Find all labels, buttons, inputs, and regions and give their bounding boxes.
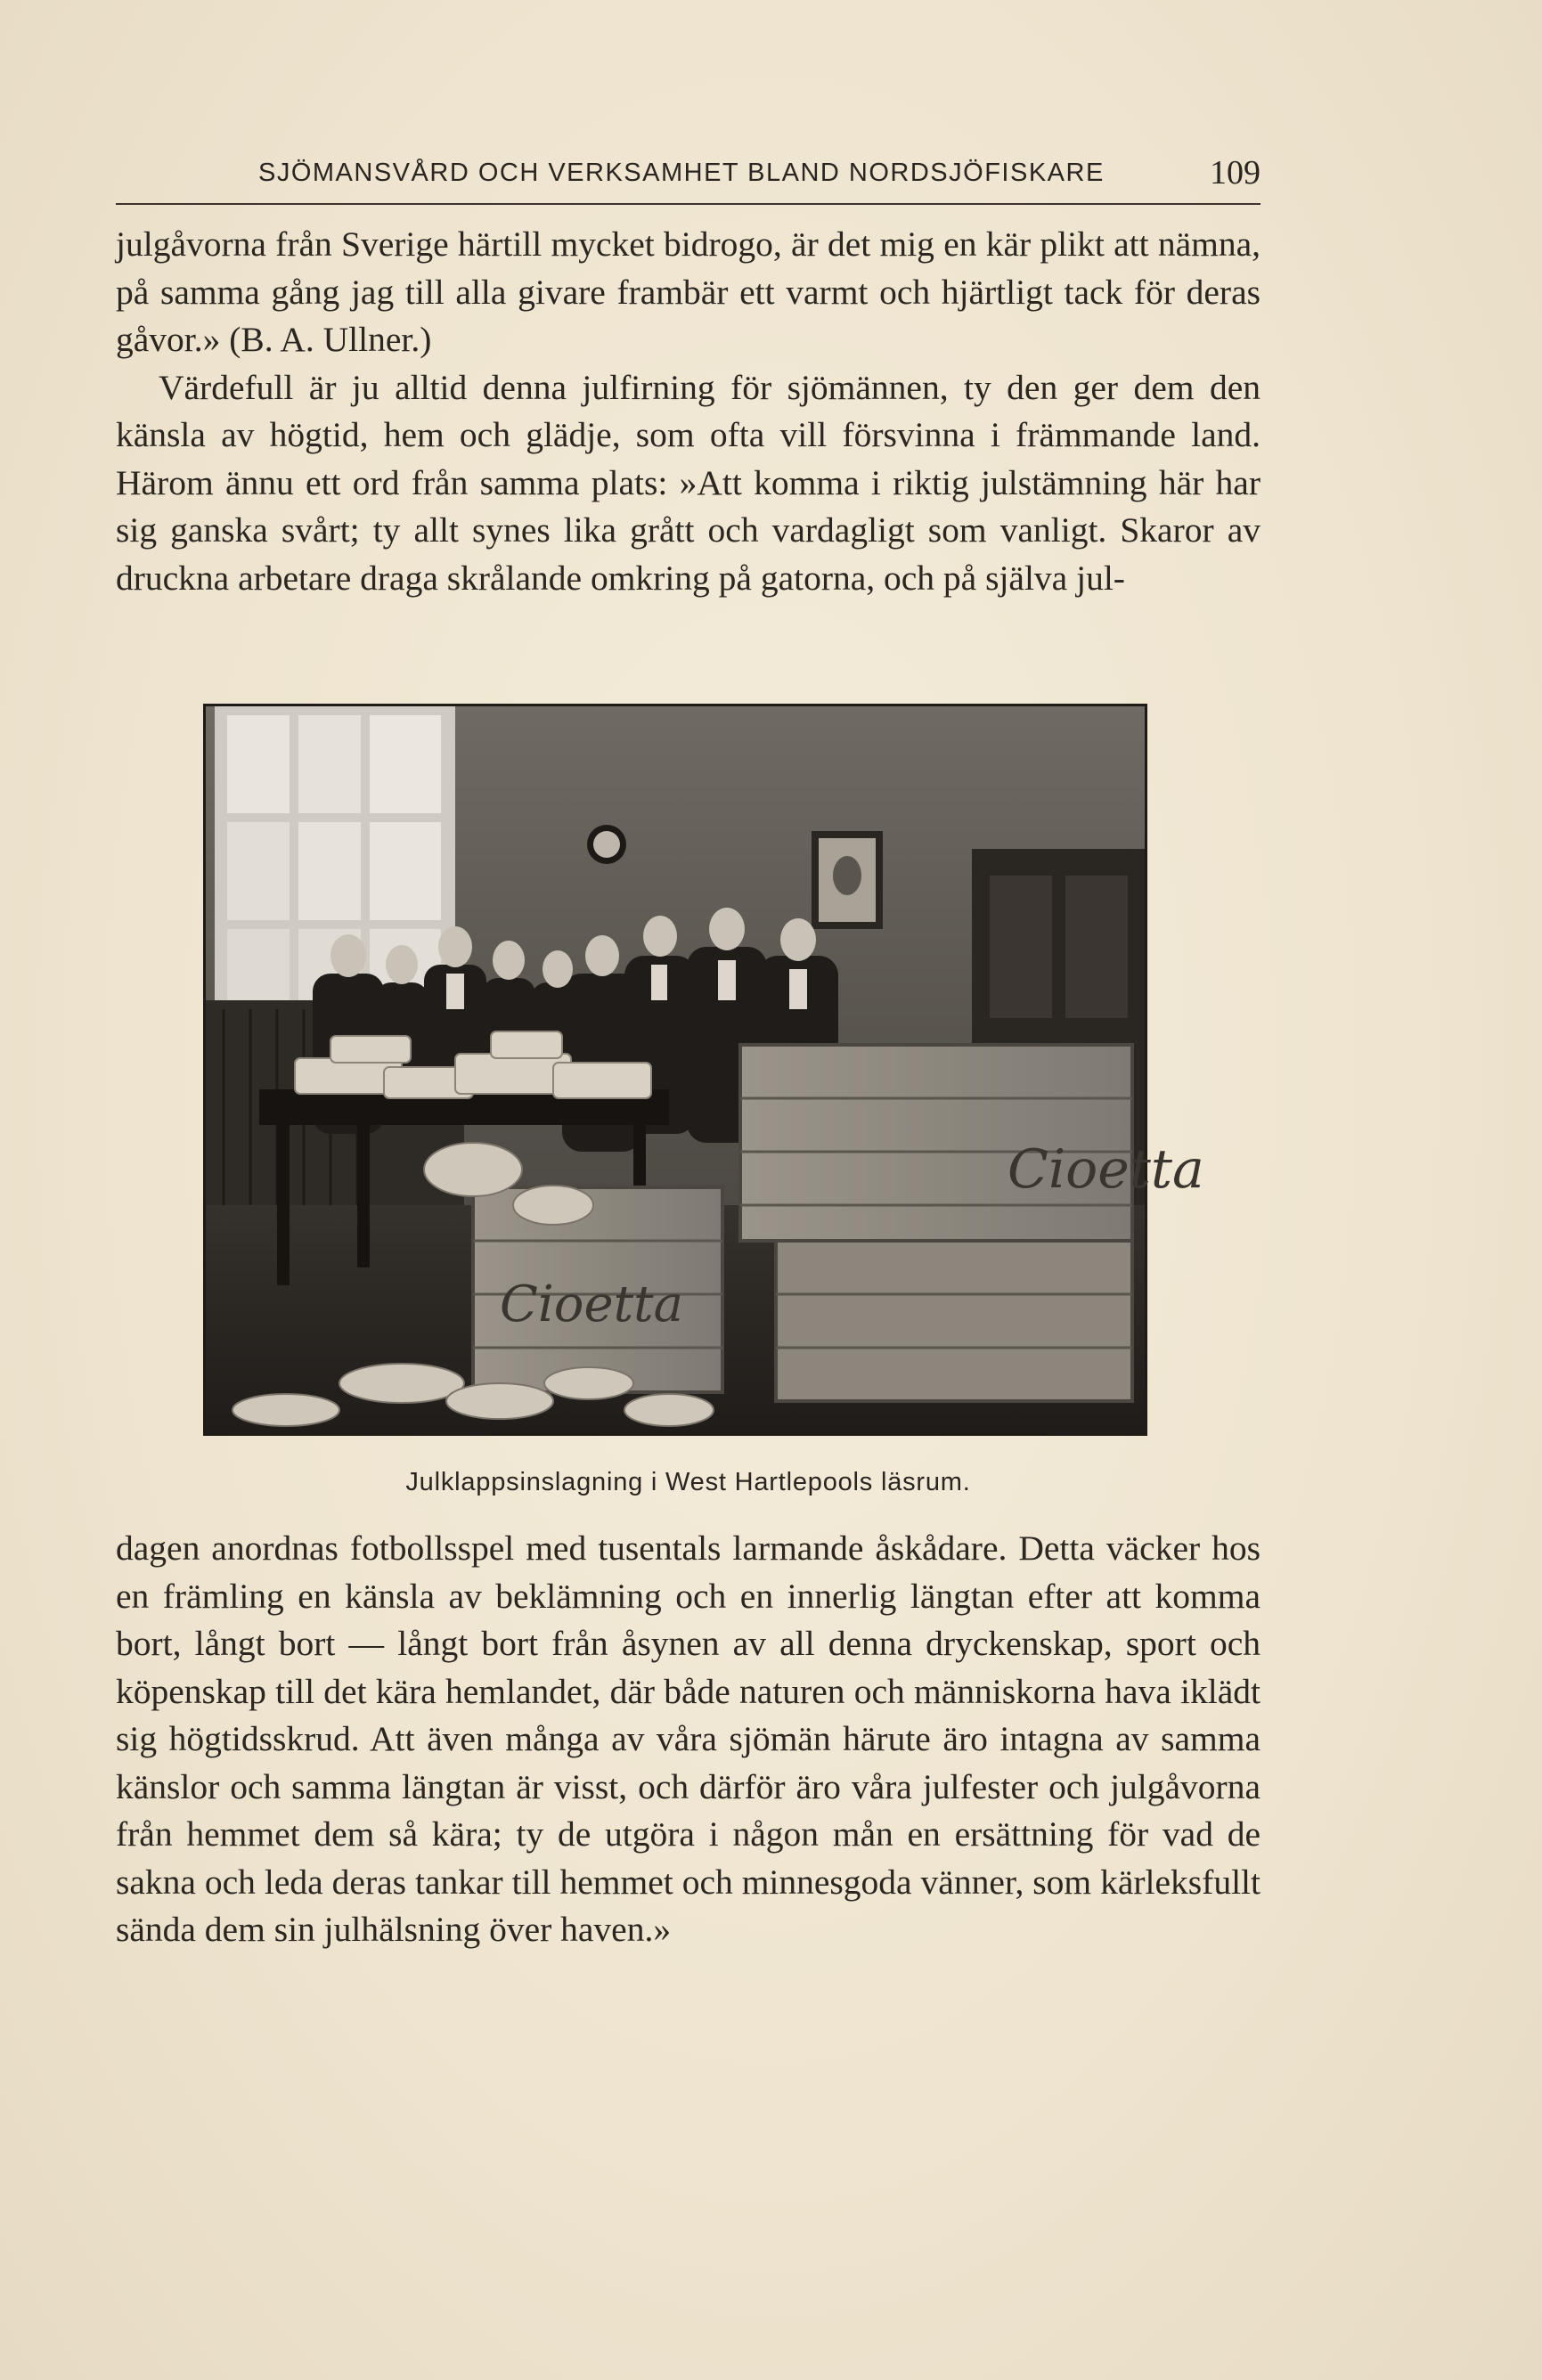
paragraph: dagen anordnas fotbollsspel med tusentals larmande åskådare. Detta väcker hos en främling en känsla av beklämning och en innerlig längtan efter att komma bort, långt bort — långt bort från åsynen av all denna dryckenskap, sport och köpenskap till det kära hemlandet, där både naturen och människorna hava iklädt sig högtidsskrud. Att även många av våra sjömän härute äro intagna av samma känslor och samma längtan är visst, och därför äro våra julfester och julgåvorna från hemmet dem så kära; ty de utgöra i någon mån en ersättning för vad de sakna och leda deras tankar till hemmet och minnesgoda vänner, som kärleksfullt sända dem sin julhälsning över haven.» bbox=[116, 1528, 1261, 1949]
paragraph: julgåvorna från Sverige härtill mycket bidrogo, är det mig en kär plikt att nämna, på samma gång jag till alla givare frambär ett varmt och hjärtligt tack för deras gåvor.» (B. A. Ullner.) bbox=[116, 224, 1261, 359]
photo-illustration bbox=[206, 706, 1204, 1433]
crate-label-right: Cioetta bbox=[1008, 1138, 1204, 1201]
running-title: SJÖMANSVÅRD OCH VERKSAMHET BLAND NORDSJÖFISKARE bbox=[258, 159, 1105, 187]
running-header bbox=[116, 150, 1261, 205]
body-text-top bbox=[116, 221, 1261, 602]
page-number: 109 bbox=[1210, 154, 1261, 192]
photograph bbox=[203, 704, 1204, 1436]
paragraph: Värdefull är ju alltid denna julfirning för sjömännen, ty den ger dem den känsla av högtid, hem och glädje, som ofta vill försvinna i främmande land. Härom ännu ett ord från samma plats: »Att komma i riktig julstämning här har sig ganska svårt; ty allt synes lika grått och vardagligt som vanligt. Skaror av druckna arbetare draga skrålande omkring på gatorna, och på själva jul- bbox=[116, 367, 1261, 598]
photo-caption: Julklappsinslagning i West Hartlepools läsrum. bbox=[405, 1468, 971, 1496]
crate-label-left: Cioetta bbox=[500, 1276, 684, 1333]
body-text-bottom bbox=[116, 1525, 1261, 1954]
